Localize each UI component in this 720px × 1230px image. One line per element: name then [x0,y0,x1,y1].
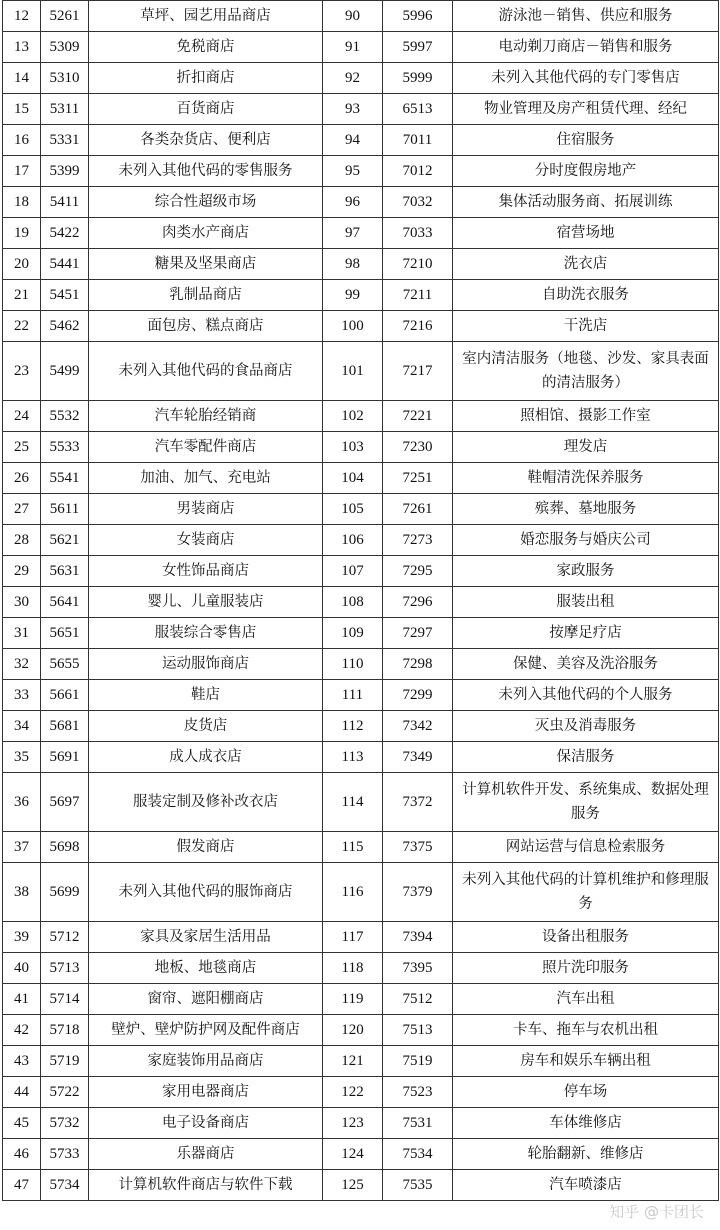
index-cell: 23 [3,342,41,401]
index-cell: 113 [323,742,383,773]
description-cell: 物业管理及房产租赁代理、经纪 [453,94,719,125]
table-row [3,649,719,680]
table-row [3,773,719,832]
description-cell: 计算机软件商店与软件下载 [89,1170,323,1201]
description-cell: 未列入其他代码的食品商店 [89,342,323,401]
description-cell: 干洗店 [453,311,719,342]
code-cell: 7375 [383,832,453,863]
index-cell: 25 [3,432,41,463]
index-cell: 43 [3,1046,41,1077]
description-cell: 网站运营与信息检索服务 [453,832,719,863]
description-cell: 家庭装饰用品商店 [89,1046,323,1077]
index-cell: 33 [3,680,41,711]
index-cell: 47 [3,1170,41,1201]
code-cell: 7273 [383,525,453,556]
code-cell: 5719 [41,1046,89,1077]
description-cell: 鞋帽清洗保养服务 [453,463,719,494]
code-cell: 7519 [383,1046,453,1077]
description-cell: 肉类水产商店 [89,218,323,249]
code-cell: 7372 [383,773,453,832]
code-cell: 5732 [41,1108,89,1139]
index-cell: 29 [3,556,41,587]
index-cell: 34 [3,711,41,742]
table-row [3,711,719,742]
code-cell: 5712 [41,922,89,953]
code-cell: 7299 [383,680,453,711]
description-cell: 婚恋服务与婚庆公司 [453,525,719,556]
index-cell: 12 [3,1,41,32]
index-cell: 37 [3,832,41,863]
code-cell: 7523 [383,1077,453,1108]
index-cell: 106 [323,525,383,556]
mcc-table-body [3,1,719,1201]
description-cell: 百货商店 [89,94,323,125]
description-cell: 殡葬、墓地服务 [453,494,719,525]
description-cell: 汽车出租 [453,984,719,1015]
code-cell: 5311 [41,94,89,125]
index-cell: 18 [3,187,41,218]
code-cell: 7216 [383,311,453,342]
index-cell: 122 [323,1077,383,1108]
code-cell: 5733 [41,1139,89,1170]
index-cell: 30 [3,587,41,618]
index-cell: 104 [323,463,383,494]
index-cell: 15 [3,94,41,125]
index-cell: 35 [3,742,41,773]
description-cell: 卡车、拖车与农机出租 [453,1015,719,1046]
index-cell: 16 [3,125,41,156]
index-cell: 31 [3,618,41,649]
index-cell: 102 [323,401,383,432]
description-cell: 照相馆、摄影工作室 [453,401,719,432]
code-cell: 5698 [41,832,89,863]
code-cell: 5399 [41,156,89,187]
index-cell: 20 [3,249,41,280]
code-cell: 5261 [41,1,89,32]
description-cell: 壁炉、壁炉防护网及配件商店 [89,1015,323,1046]
table-row [3,432,719,463]
description-cell: 洗衣店 [453,249,719,280]
code-cell: 7217 [383,342,453,401]
code-cell: 5309 [41,32,89,63]
index-cell: 110 [323,649,383,680]
index-cell: 36 [3,773,41,832]
description-cell: 计算机软件开发、系统集成、数据处理服务 [453,773,719,832]
table-row [3,1046,719,1077]
table-row [3,218,719,249]
description-cell: 折扣商店 [89,63,323,94]
code-cell: 5713 [41,953,89,984]
table-row [3,953,719,984]
code-cell: 7211 [383,280,453,311]
description-cell: 未列入其他代码的专门零售店 [453,63,719,94]
code-cell: 5441 [41,249,89,280]
table-row [3,618,719,649]
table-row [3,156,719,187]
code-cell: 7011 [383,125,453,156]
table-row [3,63,719,94]
code-cell: 7395 [383,953,453,984]
code-cell: 5532 [41,401,89,432]
code-cell: 7221 [383,401,453,432]
description-cell: 婴儿、儿童服装店 [89,587,323,618]
description-cell: 糖果及坚果商店 [89,249,323,280]
table-row [3,463,719,494]
table-row [3,556,719,587]
code-cell: 5533 [41,432,89,463]
code-cell: 5734 [41,1170,89,1201]
index-cell: 109 [323,618,383,649]
description-cell: 面包房、糕点商店 [89,311,323,342]
description-cell: 服装定制及修补改衣店 [89,773,323,832]
description-cell: 游泳池－销售、供应和服务 [453,1,719,32]
description-cell: 家具及家居生活用品 [89,922,323,953]
code-cell: 5681 [41,711,89,742]
description-cell: 服装综合零售店 [89,618,323,649]
index-cell: 96 [323,187,383,218]
code-cell: 7512 [383,984,453,1015]
description-cell: 宿营场地 [453,218,719,249]
index-cell: 91 [323,32,383,63]
code-cell: 7297 [383,618,453,649]
code-cell: 5697 [41,773,89,832]
table-row [3,680,719,711]
index-cell: 40 [3,953,41,984]
index-cell: 103 [323,432,383,463]
code-cell: 5611 [41,494,89,525]
table-row [3,401,719,432]
code-cell: 7251 [383,463,453,494]
watermark: 知乎 @卡团长 [609,1203,704,1221]
code-cell: 5714 [41,984,89,1015]
description-cell: 住宿服务 [453,125,719,156]
index-cell: 101 [323,342,383,401]
code-cell: 7349 [383,742,453,773]
description-cell: 加油、加气、充电站 [89,463,323,494]
code-cell: 7230 [383,432,453,463]
table-row [3,280,719,311]
code-cell: 5996 [383,1,453,32]
code-cell: 7012 [383,156,453,187]
description-cell: 停车场 [453,1077,719,1108]
description-cell: 男装商店 [89,494,323,525]
index-cell: 114 [323,773,383,832]
code-cell: 5651 [41,618,89,649]
code-cell: 5499 [41,342,89,401]
description-cell: 免税商店 [89,32,323,63]
code-cell: 7295 [383,556,453,587]
index-cell: 92 [323,63,383,94]
index-cell: 116 [323,863,383,922]
index-cell: 120 [323,1015,383,1046]
description-cell: 分时度假房地产 [453,156,719,187]
index-cell: 21 [3,280,41,311]
code-cell: 5691 [41,742,89,773]
description-cell: 各类杂货店、便利店 [89,125,323,156]
code-cell: 5462 [41,311,89,342]
code-cell: 5541 [41,463,89,494]
index-cell: 44 [3,1077,41,1108]
description-cell: 轮胎翻新、维修店 [453,1139,719,1170]
code-cell: 7513 [383,1015,453,1046]
index-cell: 123 [323,1108,383,1139]
code-cell: 5999 [383,63,453,94]
description-cell: 室内清洁服务（地毯、沙发、家具表面的清洁服务） [453,342,719,401]
index-cell: 45 [3,1108,41,1139]
description-cell: 未列入其他代码的计算机维护和修理服务 [453,863,719,922]
code-cell: 5451 [41,280,89,311]
description-cell: 窗帘、遮阳棚商店 [89,984,323,1015]
table-row [3,1139,719,1170]
table-row [3,1077,719,1108]
index-cell: 117 [323,922,383,953]
code-cell: 7535 [383,1170,453,1201]
code-cell: 7342 [383,711,453,742]
code-cell: 5331 [41,125,89,156]
code-cell: 5621 [41,525,89,556]
index-cell: 111 [323,680,383,711]
description-cell: 集体活动服务商、拓展训练 [453,187,719,218]
code-cell: 7534 [383,1139,453,1170]
table-row [3,1108,719,1139]
index-cell: 19 [3,218,41,249]
description-cell: 汽车零配件商店 [89,432,323,463]
code-cell: 5641 [41,587,89,618]
code-cell: 6513 [383,94,453,125]
index-cell: 97 [323,218,383,249]
description-cell: 理发店 [453,432,719,463]
code-cell: 7379 [383,863,453,922]
description-cell: 自助洗衣服务 [453,280,719,311]
code-cell: 5631 [41,556,89,587]
code-cell: 5422 [41,218,89,249]
table-row [3,922,719,953]
code-cell: 7261 [383,494,453,525]
code-cell: 5655 [41,649,89,680]
description-cell: 保洁服务 [453,742,719,773]
table-row [3,94,719,125]
table-row [3,187,719,218]
index-cell: 38 [3,863,41,922]
description-cell: 电动剃刀商店－销售和服务 [453,32,719,63]
table-row [3,249,719,280]
table-row [3,863,719,922]
description-cell: 未列入其他代码的零售服务 [89,156,323,187]
index-cell: 94 [323,125,383,156]
table-row [3,832,719,863]
index-cell: 24 [3,401,41,432]
index-cell: 108 [323,587,383,618]
description-cell: 鞋店 [89,680,323,711]
index-cell: 27 [3,494,41,525]
code-cell: 5718 [41,1015,89,1046]
index-cell: 105 [323,494,383,525]
code-cell: 7296 [383,587,453,618]
description-cell: 女装商店 [89,525,323,556]
table-row [3,587,719,618]
table-row [3,311,719,342]
code-cell: 7394 [383,922,453,953]
description-cell: 服装出租 [453,587,719,618]
index-cell: 119 [323,984,383,1015]
index-cell: 107 [323,556,383,587]
table-row [3,494,719,525]
description-cell: 电子设备商店 [89,1108,323,1139]
description-cell: 假发商店 [89,832,323,863]
index-cell: 90 [323,1,383,32]
description-cell: 地板、地毯商店 [89,953,323,984]
table-row [3,32,719,63]
description-cell: 照片洗印服务 [453,953,719,984]
table-row [3,1015,719,1046]
description-cell: 未列入其他代码的个人服务 [453,680,719,711]
index-cell: 17 [3,156,41,187]
description-cell: 汽车喷漆店 [453,1170,719,1201]
description-cell: 家政服务 [453,556,719,587]
index-cell: 98 [323,249,383,280]
table-row [3,525,719,556]
description-cell: 成人成衣店 [89,742,323,773]
description-cell: 综合性超级市场 [89,187,323,218]
index-cell: 28 [3,525,41,556]
index-cell: 124 [323,1139,383,1170]
code-cell: 7032 [383,187,453,218]
index-cell: 115 [323,832,383,863]
description-cell: 车体维修店 [453,1108,719,1139]
index-cell: 32 [3,649,41,680]
index-cell: 93 [323,94,383,125]
description-cell: 房车和娱乐车辆出租 [453,1046,719,1077]
index-cell: 46 [3,1139,41,1170]
index-cell: 95 [323,156,383,187]
code-cell: 7298 [383,649,453,680]
description-cell: 保健、美容及洗浴服务 [453,649,719,680]
description-cell: 汽车轮胎经销商 [89,401,323,432]
table-row [3,742,719,773]
index-cell: 13 [3,32,41,63]
code-cell: 5722 [41,1077,89,1108]
description-cell: 设备出租服务 [453,922,719,953]
description-cell: 运动服饰商店 [89,649,323,680]
index-cell: 118 [323,953,383,984]
description-cell: 按摩足疗店 [453,618,719,649]
index-cell: 42 [3,1015,41,1046]
description-cell: 未列入其他代码的服饰商店 [89,863,323,922]
code-cell: 7531 [383,1108,453,1139]
index-cell: 112 [323,711,383,742]
table-row [3,1170,719,1201]
index-cell: 22 [3,311,41,342]
table-row [3,1,719,32]
table-row [3,342,719,401]
index-cell: 14 [3,63,41,94]
index-cell: 41 [3,984,41,1015]
index-cell: 121 [323,1046,383,1077]
table-row [3,984,719,1015]
code-cell: 5661 [41,680,89,711]
code-cell: 7033 [383,218,453,249]
table-row [3,125,719,156]
code-cell: 5310 [41,63,89,94]
description-cell: 乐器商店 [89,1139,323,1170]
index-cell: 99 [323,280,383,311]
description-cell: 女性饰品商店 [89,556,323,587]
description-cell: 皮货店 [89,711,323,742]
code-cell: 5997 [383,32,453,63]
index-cell: 39 [3,922,41,953]
mcc-table [2,0,719,1201]
description-cell: 草坪、园艺用品商店 [89,1,323,32]
code-cell: 5411 [41,187,89,218]
code-cell: 5699 [41,863,89,922]
index-cell: 26 [3,463,41,494]
code-cell: 7210 [383,249,453,280]
description-cell: 乳制品商店 [89,280,323,311]
index-cell: 100 [323,311,383,342]
index-cell: 125 [323,1170,383,1201]
description-cell: 灭虫及消毒服务 [453,711,719,742]
description-cell: 家用电器商店 [89,1077,323,1108]
